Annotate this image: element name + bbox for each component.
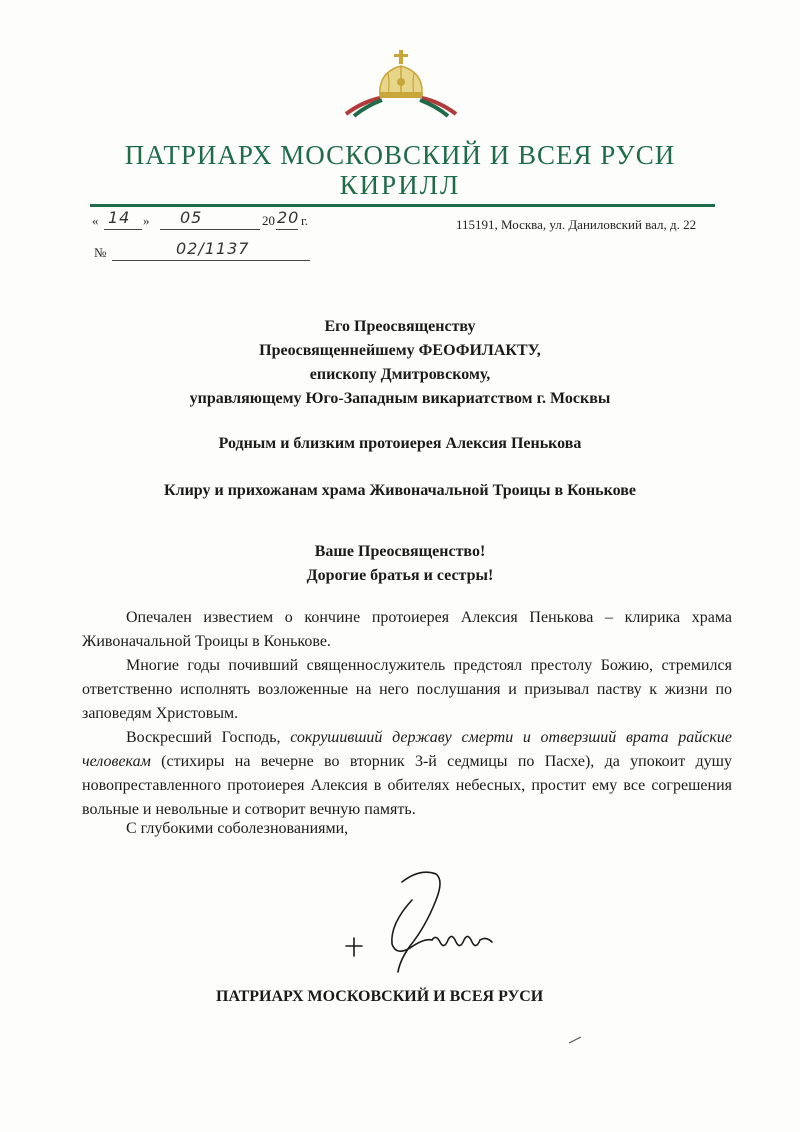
date-year-mark: г. xyxy=(301,213,309,228)
patriarch-emblem-icon xyxy=(340,48,462,118)
signatory-title: ПАТРИАРХ МОСКОВСКИЙ И ВСЕЯ РУСИ xyxy=(216,988,544,1005)
salutation-line: Дорогие братья и сестры! xyxy=(306,567,494,584)
body-paragraph: Опечален известием о кончине протоиерея Алексия Пенькова – клирика храма Живоначальной Троицы в Конькове. xyxy=(82,609,732,650)
addressee-line: управляющему Юго-Западным викариатством г. Москвы xyxy=(189,390,611,407)
hymn-quote: сокрушивший державу смерти и отверзший врата райские человекам xyxy=(82,729,732,770)
salutation-line: Ваше Преосвященство! xyxy=(314,543,486,560)
letterhead-rule xyxy=(90,204,715,207)
body-paragraph: Многие годы почивший священнослужитель предстоял престолу Божию, стремился ответственно исполнять возложенные на него послушания и призывал паству к жизни по заповедям Христовым. xyxy=(82,657,732,722)
letter-number: 02/1137 xyxy=(176,239,250,258)
salutation xyxy=(0,540,800,588)
date-day-line xyxy=(104,229,142,230)
date-year-line xyxy=(276,229,298,230)
closing-line: С глубокими соболезнованиями, xyxy=(126,820,349,837)
date-close-quote: » xyxy=(143,213,150,228)
date-year-prefix: 20 xyxy=(262,213,275,228)
body-paragraph xyxy=(82,726,732,822)
date-month-line xyxy=(160,229,260,230)
addressee-line: епископу Дмитровскому, xyxy=(309,366,491,383)
body-text: (стихиры на вечерне во вторник 3-й седмицы по Пасхе), да упокоит душу новопреставленного протоиерея Алексия в обителях небесных, простит ему все согрешения вольные и невольные и сотворит вечную память. xyxy=(82,753,732,818)
letter-body xyxy=(82,606,732,822)
addressee-parish: Клиру и прихожанам храма Живоначальной Троицы в Конькове xyxy=(164,482,636,499)
body-text: Воскресший Господь, xyxy=(126,729,291,746)
sender-address: 115191, Москва, ул. Даниловский вал, д. 22 xyxy=(456,217,697,232)
addressee-line: Его Преосвященству xyxy=(324,318,476,335)
date-open-quote: « xyxy=(92,213,99,228)
number-line xyxy=(112,260,310,261)
number-label: № xyxy=(94,245,107,260)
pen-mark-icon xyxy=(568,1036,582,1044)
date-day: 14 xyxy=(108,208,131,227)
date-year-suffix: 20 xyxy=(277,208,300,227)
addressee-line: Преосвященнейшему ФЕОФИЛАКТУ, xyxy=(259,342,541,359)
date-month: 05 xyxy=(180,208,203,227)
handwritten-signature xyxy=(340,860,500,980)
addressee-relatives: Родным и близким протоиерея Алексия Пенькова xyxy=(218,435,582,452)
letterhead-title: ПАТРИАРХ МОСКОВСКИЙ И ВСЕЯ РУСИ xyxy=(124,140,676,170)
letterhead-name: КИРИЛЛ xyxy=(339,170,461,200)
addressee-block xyxy=(0,315,800,411)
